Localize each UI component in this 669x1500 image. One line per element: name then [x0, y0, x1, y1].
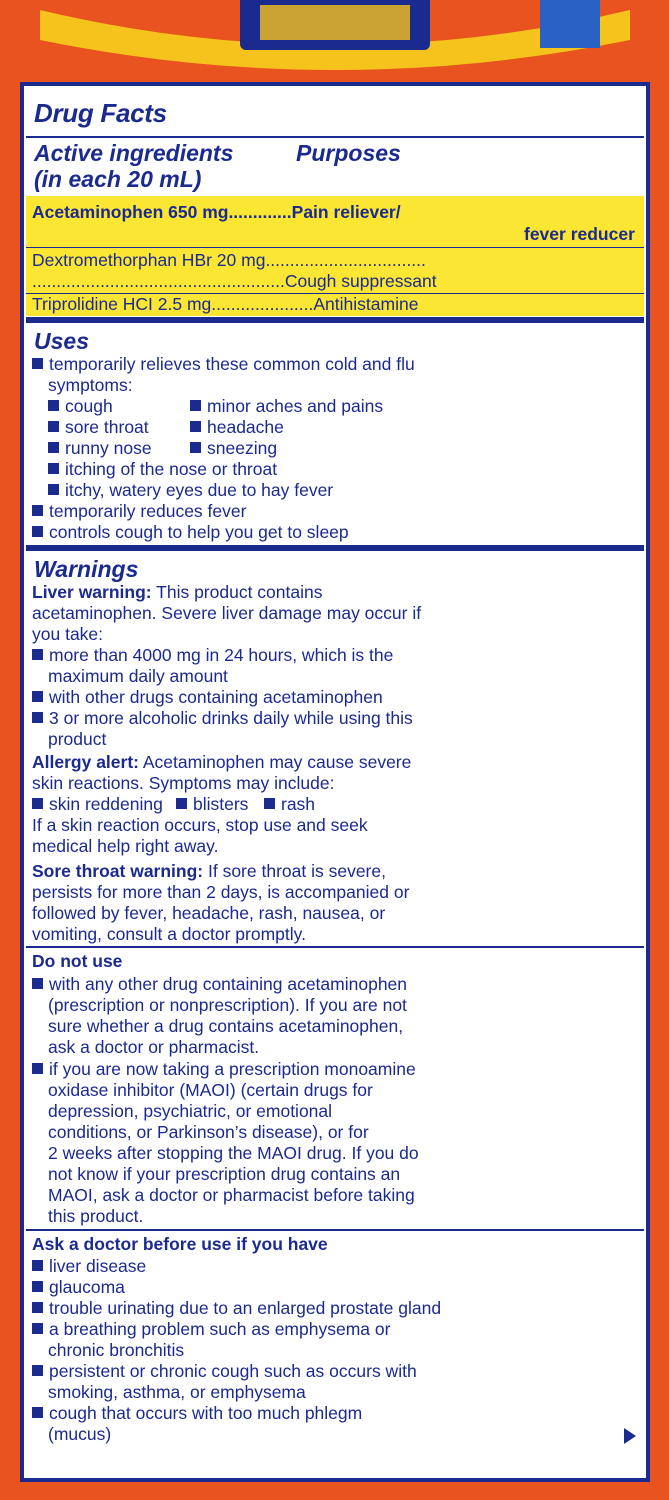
allergy-item: [176, 794, 248, 815]
do-not-use-text: (prescription or nonprescription). If you are not: [48, 995, 407, 1015]
do-not-use-text: ask a doctor or pharmacist.: [48, 1037, 260, 1057]
bullet-icon: [32, 1063, 43, 1074]
symptom-text: runny nose: [65, 438, 152, 458]
symptom-text: headache: [207, 417, 284, 437]
bullet-icon: [190, 400, 201, 411]
active-ingredients-subheader: (in each 20 mL): [34, 166, 202, 192]
ask-doctor-item: [32, 1298, 441, 1319]
sore-throat-text: vomiting, consult a doctor promptly.: [32, 924, 306, 944]
do-not-use-text: if you are now taking a prescription monoamine: [49, 1059, 416, 1079]
active-ingredients-header: Active ingredients: [34, 140, 234, 166]
do-not-use-text: sure whether a drug contains acetaminophen,: [48, 1016, 404, 1036]
ask-doctor-text: (mucus): [48, 1424, 112, 1444]
bullet-icon: [32, 691, 43, 702]
ask-doctor-text: liver disease: [49, 1256, 147, 1276]
bullet-icon: [264, 798, 275, 809]
ask-doctor-text: persistent or chronic cough such as occurs with: [49, 1361, 417, 1381]
symptom-item: [48, 417, 149, 438]
brand-logo: [10, 0, 660, 70]
allergy-alert: [32, 752, 411, 773]
liver-warning-text: This product contains: [151, 582, 323, 602]
uses-text: temporarily reduces fever: [49, 501, 247, 521]
liver-warning: [32, 582, 323, 603]
do-not-use-text: this product.: [48, 1206, 144, 1226]
bullet-icon: [48, 400, 59, 411]
symptom-item: [190, 396, 383, 417]
liver-item-text: more than 4000 mg in 24 hours, which is the: [49, 645, 394, 665]
do-not-use-text: conditions, or Parkinson’s disease), or for: [48, 1122, 369, 1142]
sore-throat-text: followed by fever, headache, rash, nausea, or: [32, 903, 386, 923]
allergy-item-text: blisters: [193, 794, 249, 814]
ask-doctor-item: [32, 1319, 390, 1340]
bullet-icon: [190, 442, 201, 453]
liver-item-text: maximum daily amount: [48, 666, 228, 686]
liver-item-text: product: [48, 729, 107, 749]
symptom-text: itchy, watery eyes due to hay fever: [65, 480, 334, 500]
symptom-text: sore throat: [65, 417, 149, 437]
bullet-icon: [176, 798, 187, 809]
ingredient-dextromethorphan: Dextromethorphan HBr 20 mg.................................: [32, 250, 426, 270]
bullet-icon: [32, 358, 43, 369]
sore-throat-label: Sore throat warning:: [32, 861, 204, 881]
package-top-flap: [0, 0, 669, 80]
section-divider: [26, 317, 644, 323]
symptom-item: [48, 438, 152, 459]
bullet-icon: [32, 798, 43, 809]
symptom-item: [48, 480, 333, 501]
sore-throat-warning: [32, 861, 386, 882]
bullet-icon: [32, 1302, 43, 1313]
ask-doctor-text: smoking, asthma, or emphysema: [48, 1382, 306, 1402]
section-divider: [26, 545, 644, 551]
liver-warning-text: you take:: [32, 624, 104, 644]
purpose-fever-reducer: fever reducer: [524, 224, 635, 244]
ask-doctor-item: [32, 1256, 146, 1277]
do-not-use-text: not know if your prescription drug contains an: [48, 1164, 401, 1184]
ingredient-acetaminophen: Acetaminophen 650 mg.............Pain reliever/: [32, 202, 401, 222]
bullet-icon: [32, 526, 43, 537]
bullet-icon: [32, 505, 43, 516]
subsection-divider: [26, 946, 644, 948]
purposes-header: Purposes: [296, 140, 401, 166]
uses-text: symptoms:: [48, 375, 133, 395]
liver-item: [32, 645, 393, 666]
do-not-use-item: [32, 1059, 416, 1080]
allergy-alert-text: skin reactions. Symptoms may include:: [32, 773, 335, 793]
uses-text: controls cough to help you get to sleep: [49, 522, 349, 542]
allergy-alert-text: medical help right away.: [32, 836, 219, 856]
allergy-item: [32, 794, 163, 815]
ask-doctor-text: trouble urinating due to an enlarged prostate gland: [49, 1298, 442, 1318]
bullet-icon: [32, 1407, 43, 1418]
symptom-item: [48, 459, 277, 480]
title-divider: [26, 136, 644, 138]
drug-facts-title: Drug Facts: [34, 98, 167, 128]
bullet-icon: [48, 442, 59, 453]
do-not-use-text: depression, psychiatric, or emotional: [48, 1101, 333, 1121]
allergy-alert-text: If a skin reaction occurs, stop use and seek: [32, 815, 368, 835]
do-not-use-text: with any other drug containing acetaminophen: [49, 974, 408, 994]
ask-doctor-text: a breathing problem such as emphysema or: [49, 1319, 391, 1339]
symptom-item: [190, 438, 277, 459]
liver-warning-text: acetaminophen. Severe liver damage may occur if: [32, 603, 422, 623]
symptom-text: cough: [65, 396, 113, 416]
warnings-title: Warnings: [34, 556, 139, 582]
ask-doctor-title: Ask a doctor before use if you have: [32, 1234, 328, 1254]
allergy-item-text: skin reddening: [49, 794, 163, 814]
do-not-use-title: Do not use: [32, 951, 123, 971]
ask-doctor-text: cough that occurs with too much phlegm: [49, 1403, 363, 1423]
do-not-use-text: 2 weeks after stopping the MAOI drug. If you do: [48, 1143, 419, 1163]
uses-title: Uses: [34, 328, 89, 354]
bullet-icon: [32, 1260, 43, 1271]
bullet-icon: [48, 421, 59, 432]
ask-doctor-text: glaucoma: [49, 1277, 125, 1297]
bullet-icon: [48, 484, 59, 495]
symptom-item: [190, 417, 284, 438]
uses-item: [32, 501, 246, 522]
subsection-divider: [26, 1229, 644, 1231]
do-not-use-item: [32, 974, 407, 995]
do-not-use-text: oxidase inhibitor (MAOI) (certain drugs for: [48, 1080, 373, 1100]
sore-throat-text: If sore throat is severe,: [203, 861, 386, 881]
continue-arrow-icon: [624, 1428, 636, 1444]
bullet-icon: [32, 1323, 43, 1334]
bullet-icon: [190, 421, 201, 432]
symptom-text: itching of the nose or throat: [65, 459, 278, 479]
symptom-text: minor aches and pains: [207, 396, 384, 416]
ask-doctor-item: [32, 1277, 125, 1298]
purpose-cough-suppressant: ....................................................Cough suppressant: [32, 271, 437, 291]
liver-item-text: with other drugs containing acetaminophen: [49, 687, 383, 707]
do-not-use-text: MAOI, ask a doctor or pharmacist before taking: [48, 1185, 415, 1205]
ask-doctor-item: [32, 1403, 362, 1424]
ask-doctor-text: chronic bronchitis: [48, 1340, 185, 1360]
bullet-icon: [32, 1365, 43, 1376]
bullet-icon: [32, 649, 43, 660]
liver-item: [32, 708, 413, 729]
liver-item-text: 3 or more alcoholic drinks daily while using this: [49, 708, 413, 728]
sore-throat-text: persists for more than 2 days, is accompanied or: [32, 882, 410, 902]
bullet-icon: [48, 463, 59, 474]
symptom-text: sneezing: [207, 438, 278, 458]
allergy-alert-label: Allergy alert:: [32, 752, 139, 772]
allergy-item: [264, 794, 315, 815]
ask-doctor-item: [32, 1361, 417, 1382]
bullet-icon: [32, 978, 43, 989]
ingredient-triprolidine: Triprolidine HCI 2.5 mg.....................Antihistamine: [32, 294, 419, 314]
allergy-alert-text: Acetaminophen may cause severe: [138, 752, 412, 772]
uses-item: [32, 354, 415, 375]
liver-item: [32, 687, 383, 708]
uses-item: [32, 522, 349, 543]
bullet-icon: [32, 1281, 43, 1292]
bullet-icon: [32, 712, 43, 723]
symptom-item: [48, 396, 113, 417]
liver-warning-label: Liver warning:: [32, 582, 152, 602]
uses-text: temporarily relieves these common cold and flu: [49, 354, 415, 374]
allergy-item-text: rash: [281, 794, 316, 814]
ingredient-divider: [26, 247, 644, 248]
